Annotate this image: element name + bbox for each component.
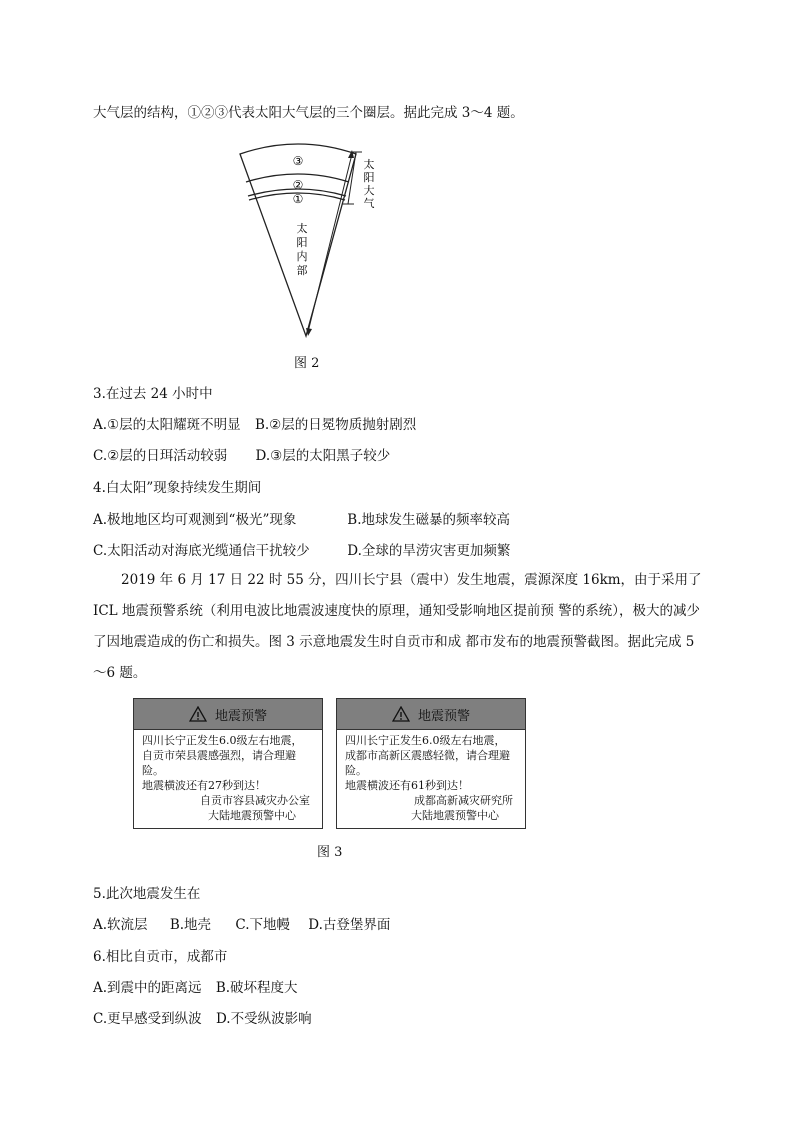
warning-icon: [189, 706, 207, 722]
q6-options-row-1: [93, 976, 298, 996]
atmosphere-char-4: 气: [363, 197, 375, 210]
q6-option-a: A.到震中的距离远: [93, 980, 202, 996]
alert-line: 成都市高新区震感轻微，请合理避: [345, 749, 510, 762]
q3-option-b: B.②层的日冕物质抛射剧烈: [254, 417, 417, 433]
alert-line: 险。: [345, 764, 367, 777]
q5-option-a: A.软流层: [93, 917, 148, 933]
interior-char-3: 内: [296, 250, 308, 263]
q4-option-b: B.地球发生磁暴的频率较高: [347, 512, 511, 528]
alert-signature: 大陆地震预警中心: [411, 809, 499, 822]
figure-3-caption: 图 3: [317, 845, 343, 860]
alert-card-header: [337, 699, 525, 730]
figure-2-caption: 图 2: [294, 356, 320, 371]
q6-options-row-2: [93, 1007, 312, 1027]
intro-text: 大气层的结构，①②③代表太阳大气层的三个圈层。据此完成 3～4 题。: [93, 105, 524, 121]
atmosphere-char-2: 阳: [363, 171, 375, 184]
alert-card-chengdu: [336, 698, 526, 829]
alert-card-zigong: [133, 698, 323, 829]
layer-3-label: ③: [292, 154, 304, 168]
q5-option-c: C.下地幔: [235, 917, 290, 933]
q4-options-row-1: [93, 508, 510, 528]
layer-2-label: ②: [292, 178, 304, 192]
interior-char-1: 太: [296, 222, 308, 235]
alert-line: 险。: [142, 764, 164, 777]
alert-signature: 大陆地震预警中心: [208, 809, 296, 822]
q3-stem: 3.在过去 24 小时中: [93, 386, 213, 402]
q6-option-c: C.更早感受到纵波: [93, 1011, 202, 1027]
q6-option-b: B.破坏程度大: [215, 980, 298, 996]
sun-structure-diagram: [228, 132, 388, 348]
q6-option-d: D.不受纵波影响: [215, 1011, 312, 1027]
q4-option-c: C.太阳活动对海底光缆通信干扰较少: [93, 543, 310, 559]
q4-options-row-2: [93, 539, 510, 559]
alert-line: 地震横波还有61秒到达！: [345, 779, 469, 792]
alert-line: 四川长宁正发生6.0级左右地震，: [142, 734, 303, 747]
layer-1-label: ①: [292, 192, 304, 206]
alert-line: 四川长宁正发生6.0级左右地震，: [345, 734, 506, 747]
q4-stem: 4.白太阳”现象持续发生期间: [93, 480, 262, 496]
alert-signature: 成都高新减灾研究所: [414, 794, 513, 807]
q3-options-row-2: [93, 444, 390, 464]
q5-option-d: D.古登堡界面: [308, 917, 391, 933]
alert-card-title: 地震预警: [214, 708, 267, 724]
alert-line: 自贡市荣县震感强烈，请合理避: [142, 749, 296, 762]
q3-options-row-1: [93, 413, 416, 433]
interior-char-2: 阳: [296, 236, 308, 249]
alert-card-header: [134, 699, 322, 730]
alert-line: 地震横波还有27秒到达！: [142, 779, 266, 792]
passage-text: 2019 年 6 月 17 日 22 时 55 分，四川长宁县（震中）发生地震，震源深度 16km，由于采用了 ICL 地震预警系统（利用电波比地震波速度快的原理，通知受影响地区提前预 警的系统），极大的减少了因地震造成的伤亡和损失。图 3 示意地震发生时自贡市和成 都市发布的地震预警截图。据此完成 5～6 题。: [93, 572, 702, 681]
q5-option-b: B.地壳: [169, 917, 212, 933]
alert-card-title: 地震预警: [417, 708, 470, 724]
atmosphere-char-3: 大: [363, 184, 375, 197]
q4-option-a: A.极地地区均可观测到“极光”现象: [93, 512, 297, 528]
q4-option-d: D.全球的旱涝灾害更加频繁: [347, 543, 511, 559]
q5-options-row: [93, 913, 390, 933]
interior-char-4: 部: [296, 264, 308, 277]
q6-stem: 6.相比自贡市，成都市: [93, 949, 228, 965]
warning-icon: [392, 706, 410, 722]
q3-option-d: D.③层的太阳黑子较少: [255, 448, 391, 464]
q3-option-a: A.①层的太阳耀斑不明显: [93, 417, 241, 433]
alert-signature: 自贡市容县减灾办公室: [200, 794, 310, 807]
q5-stem: 5.此次地震发生在: [93, 886, 201, 902]
q3-option-c: C.②层的日珥活动较弱: [93, 448, 228, 464]
atmosphere-char-1: 太: [363, 158, 375, 171]
